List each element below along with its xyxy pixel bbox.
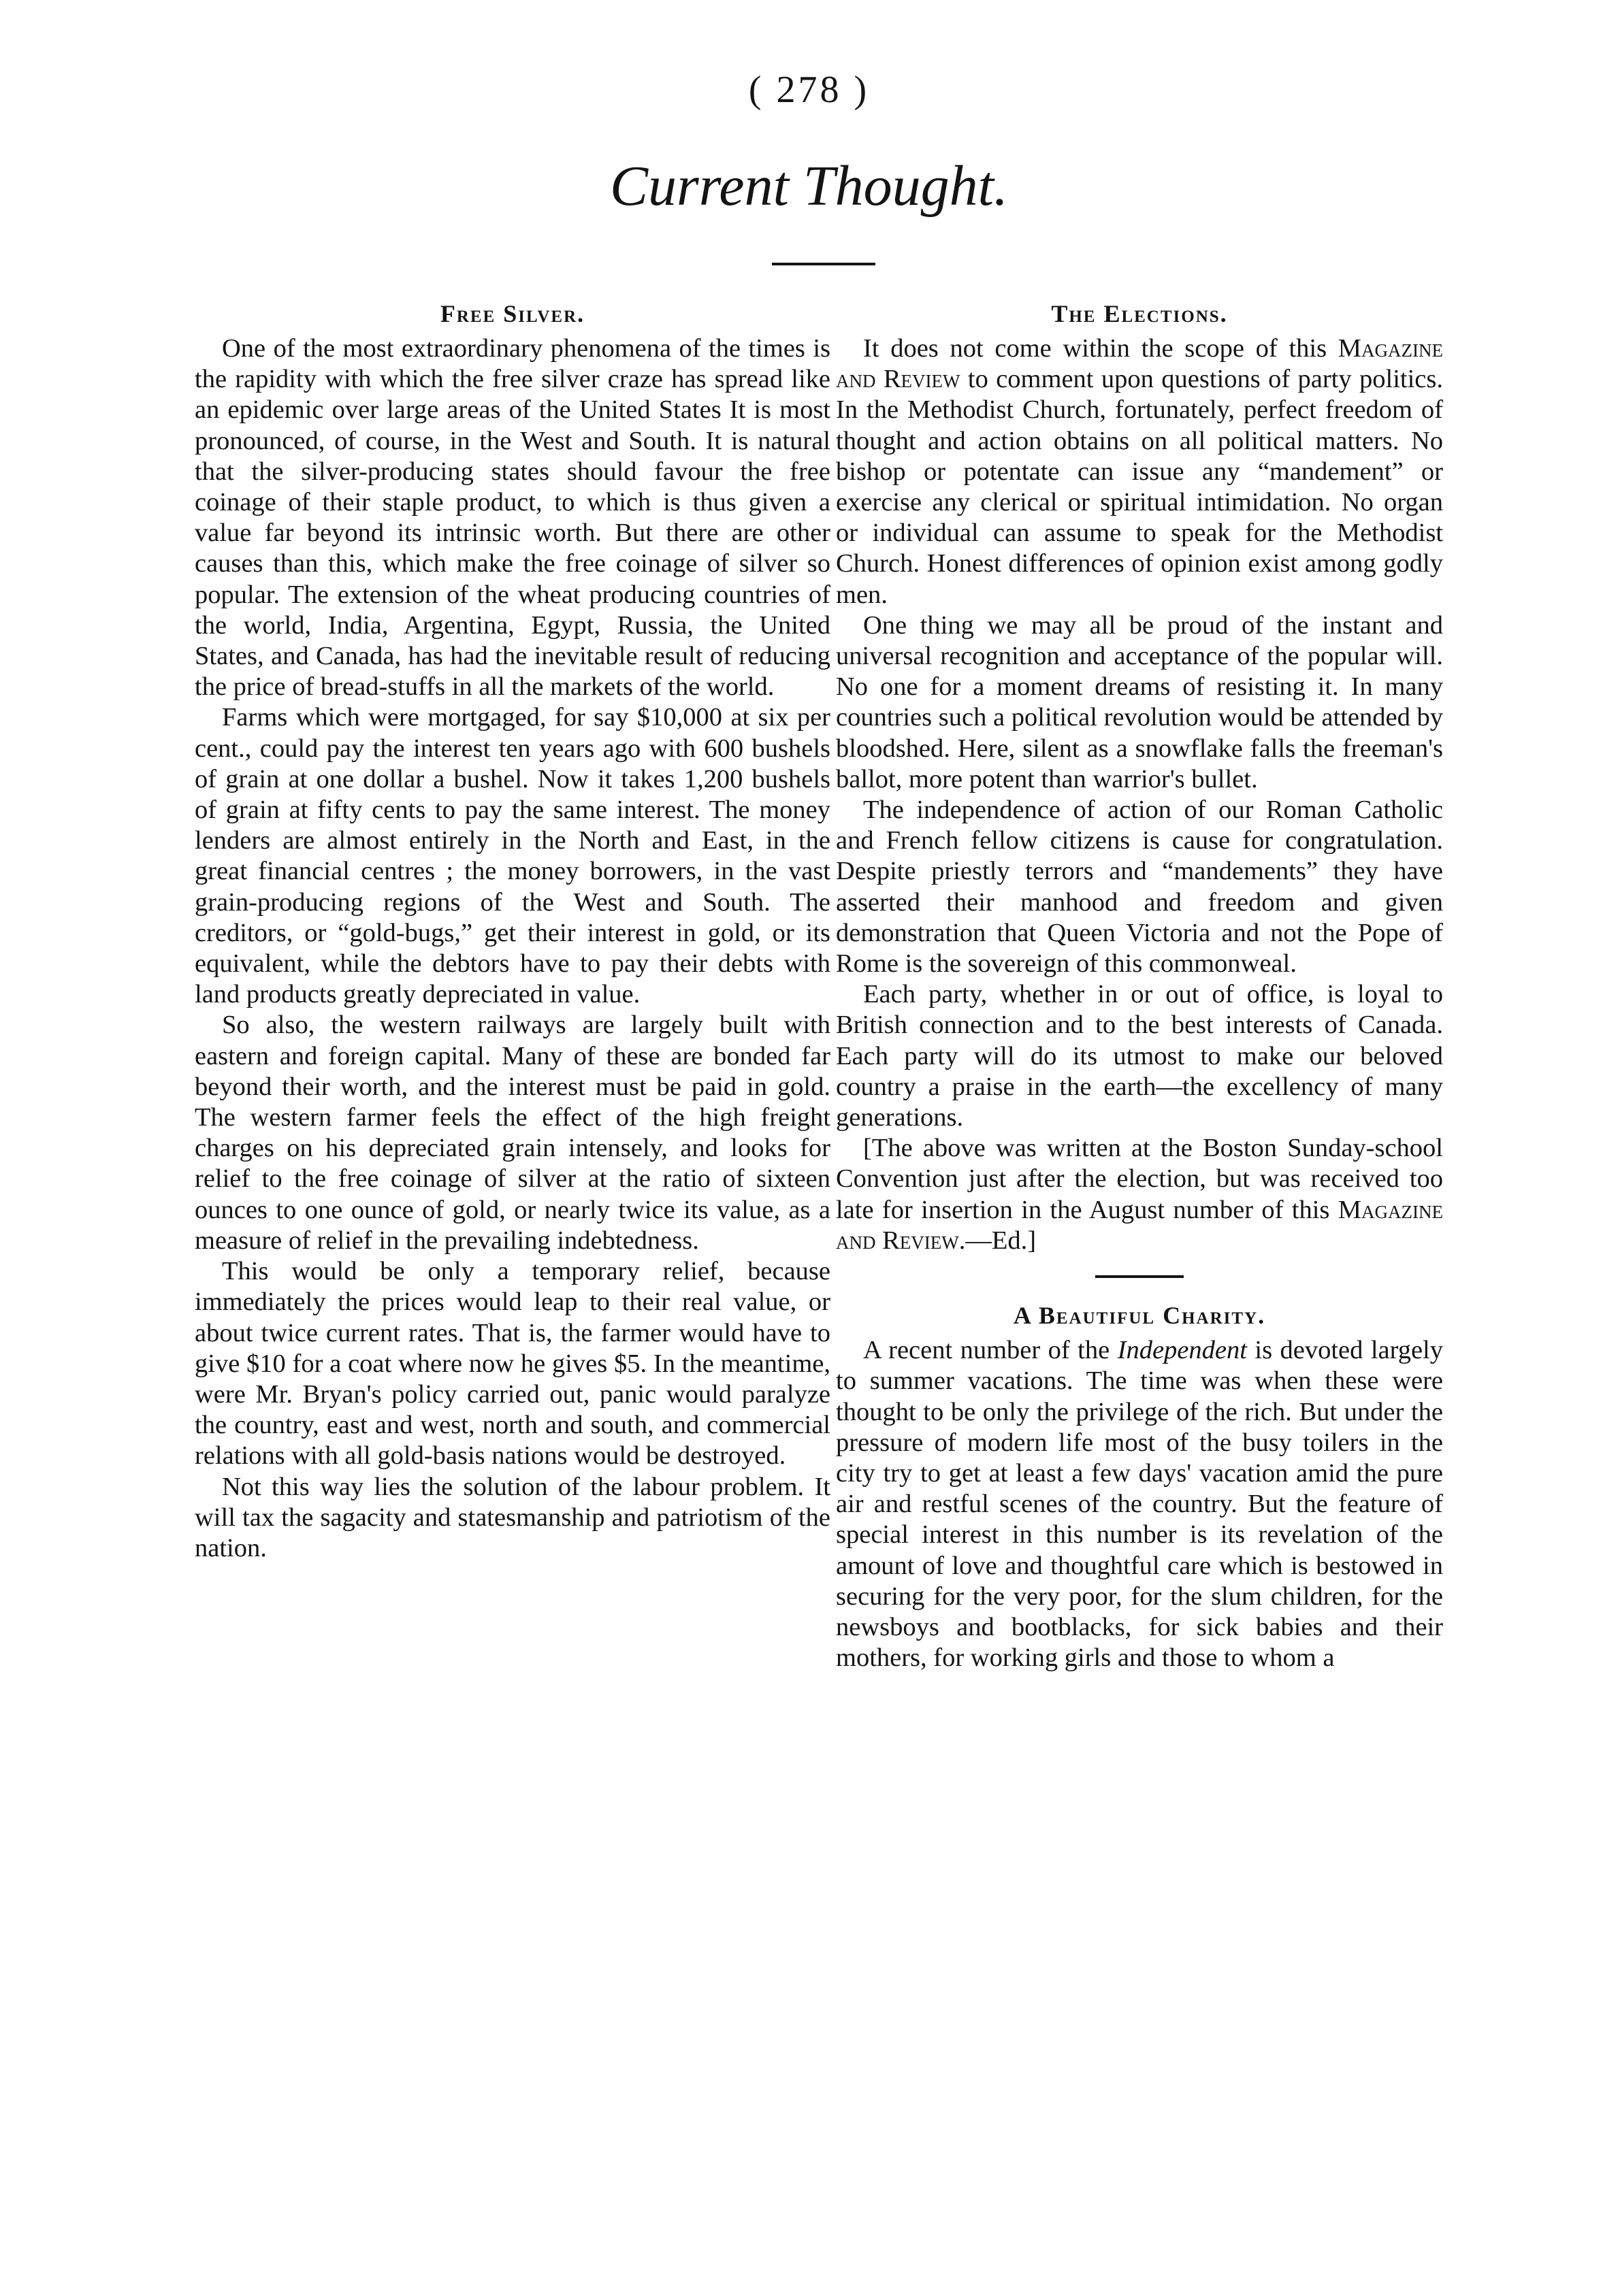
elections-paragraph-1-start: It does not come within the scope of this <box>863 334 1338 363</box>
free-silver-paragraph-4: This would be only a temporary relief, because immediately the prices would leap to their real value, or about twice current rates. That is, the farmer would have to give $10 for a coat where now he gives $5. In the meantime, were Mr. Bryan's policy carried out, panic would paralyze the country, east and west, north and south, and commercial relations with all gold-basis nations would be destroyed. <box>195 1257 830 1471</box>
editor-note-start: [The above was written at the Boston Sunday-school Convention just after the election, but was received too late for insertion in the August number of this <box>836 1134 1443 1224</box>
free-silver-paragraph-3: So also, the western railways are largely built with eastern and foreign capital. Many of these are bonded far beyond their worth, and the interest must be paid in gold. The western farmer feels the effect of the high freight charges on his depreciated grain intensely, and looks for relief to the free coinage of silver at the ratio of sixteen ounces to one ounce of gold, or nearly twice its value, as a measure of relief in the prevailing indebtedness. <box>195 1011 830 1255</box>
elections-heading: The Elections. <box>1051 300 1228 327</box>
free-silver-paragraph-2: Farms which were mortgaged, for say $10,000 at six per cent., could pay the interest ten years ago with 600 bushels of grain at one dollar a bushel. Now it takes 1,200 bushels of grain at fifty cents to pay the same interest. The money lenders are almost entirely in the North and East, in the great financial centres ; the money borrowers, in the vast grain-producing regions of the West and South. The creditors, or “gold-bugs,” get their interest in gold, or its equivalent, while the debtors have to pay their debts with land products greatly depreciated in value. <box>195 703 830 1009</box>
left-column <box>195 294 830 1564</box>
charity-heading: A Beautiful Charity. <box>1013 1302 1266 1330</box>
elections-paragraph-2: One thing we may all be proud of the instant and universal recognition and acceptance of the popular will. No one for a moment dreams of resisting it. In many countries such a political revolution would be attended by bloodshed. Here, silent as a snowflake falls the freeman's ballot, more potent than warrior's bullet. <box>836 610 1443 793</box>
free-silver-paragraph-5: Not this way lies the solution of the labour problem. It will tax the sagacity and statesmanship and patriotism of the nation. <box>195 1472 830 1562</box>
elections-paragraph-1-rest: to comment upon questions of party politics. In the Methodist Church, fortunately, perfect freedom of thought and action obtains on all political matters. No bishop or potentate can issue any “mandement” or exercise any clerical or spiritual intimidation. No organ or individual can assume to speak for the Methodist Church. Honest differences of opinion exist among godly men. <box>836 365 1443 609</box>
charity-paragraph-1-rest: is devoted largely to summer vacations. The time was when these were thought to be only the privilege of the rich. But under the pressure of modern life most of the busy toilers in the city try to get at least a few days' vacation amid the pure air and restful scenes of the country. But the feature of special interest in this number is its revelation of the amount of love and thoughtful care which is bestowed in securing for the very poor, for the slum children, for the newsboys and bootblacks, for sick babies and their mothers, for working girls and those to whom a <box>836 1336 1444 1673</box>
page-number: ( 278 ) <box>748 69 870 111</box>
right-column <box>836 294 1443 1673</box>
independent-title: Independent <box>1117 1336 1247 1365</box>
free-silver-paragraph-1: One of the most extraordinary phenomena of the times is the rapidity with which the free silver craze has spread like an epidemic over large areas of the United States It is most pronounced, of course, in the West and South. It is natural that the silver-producing states should favour the free coinage of their staple product, to which is thus given a value far beyond its intrinsic worth. But there are other causes than this, which make the free coinage of silver so popular. The extension of the wheat producing countries of the world, India, Argentina, Egypt, Russia, the United States, and Canada, has had the inevitable result of reducing the price of bread-stuffs in all the markets of the world. <box>195 334 830 702</box>
free-silver-heading: Free Silver. <box>440 300 585 327</box>
page-title: Current Thought. <box>610 154 1008 218</box>
charity-paragraph-1-start: A recent number of the <box>863 1336 1118 1365</box>
editor-note-magazine-title: Magazine and Review. <box>836 1195 1443 1255</box>
charity-paragraph-1 <box>836 1335 1443 1673</box>
elections-paragraph-4: Each party, whether in or out of office, is loyal to British connection and to the best interests of Canada. Each party will do its utmost to make our beloved country a praise in the earth—the excellency of many generations. <box>836 980 1443 1132</box>
magazine-title: Magazine and Review <box>836 334 1443 394</box>
elections-paragraph-1 <box>836 333 1443 610</box>
title-rule <box>772 263 875 265</box>
section-divider <box>1095 1275 1184 1278</box>
editor-note-end: —Ed.] <box>965 1226 1037 1255</box>
elections-paragraph-3: The independence of action of our Roman Catholic and French fellow citizens is cause for congratulation. Despite priestly terrors and “mandements” they have asserted their manhood and freedom and given demonstration that Queen Victoria and not the Pope of Rome is the sovereign of this commonweal. <box>836 796 1443 979</box>
editor-note <box>836 1133 1443 1256</box>
